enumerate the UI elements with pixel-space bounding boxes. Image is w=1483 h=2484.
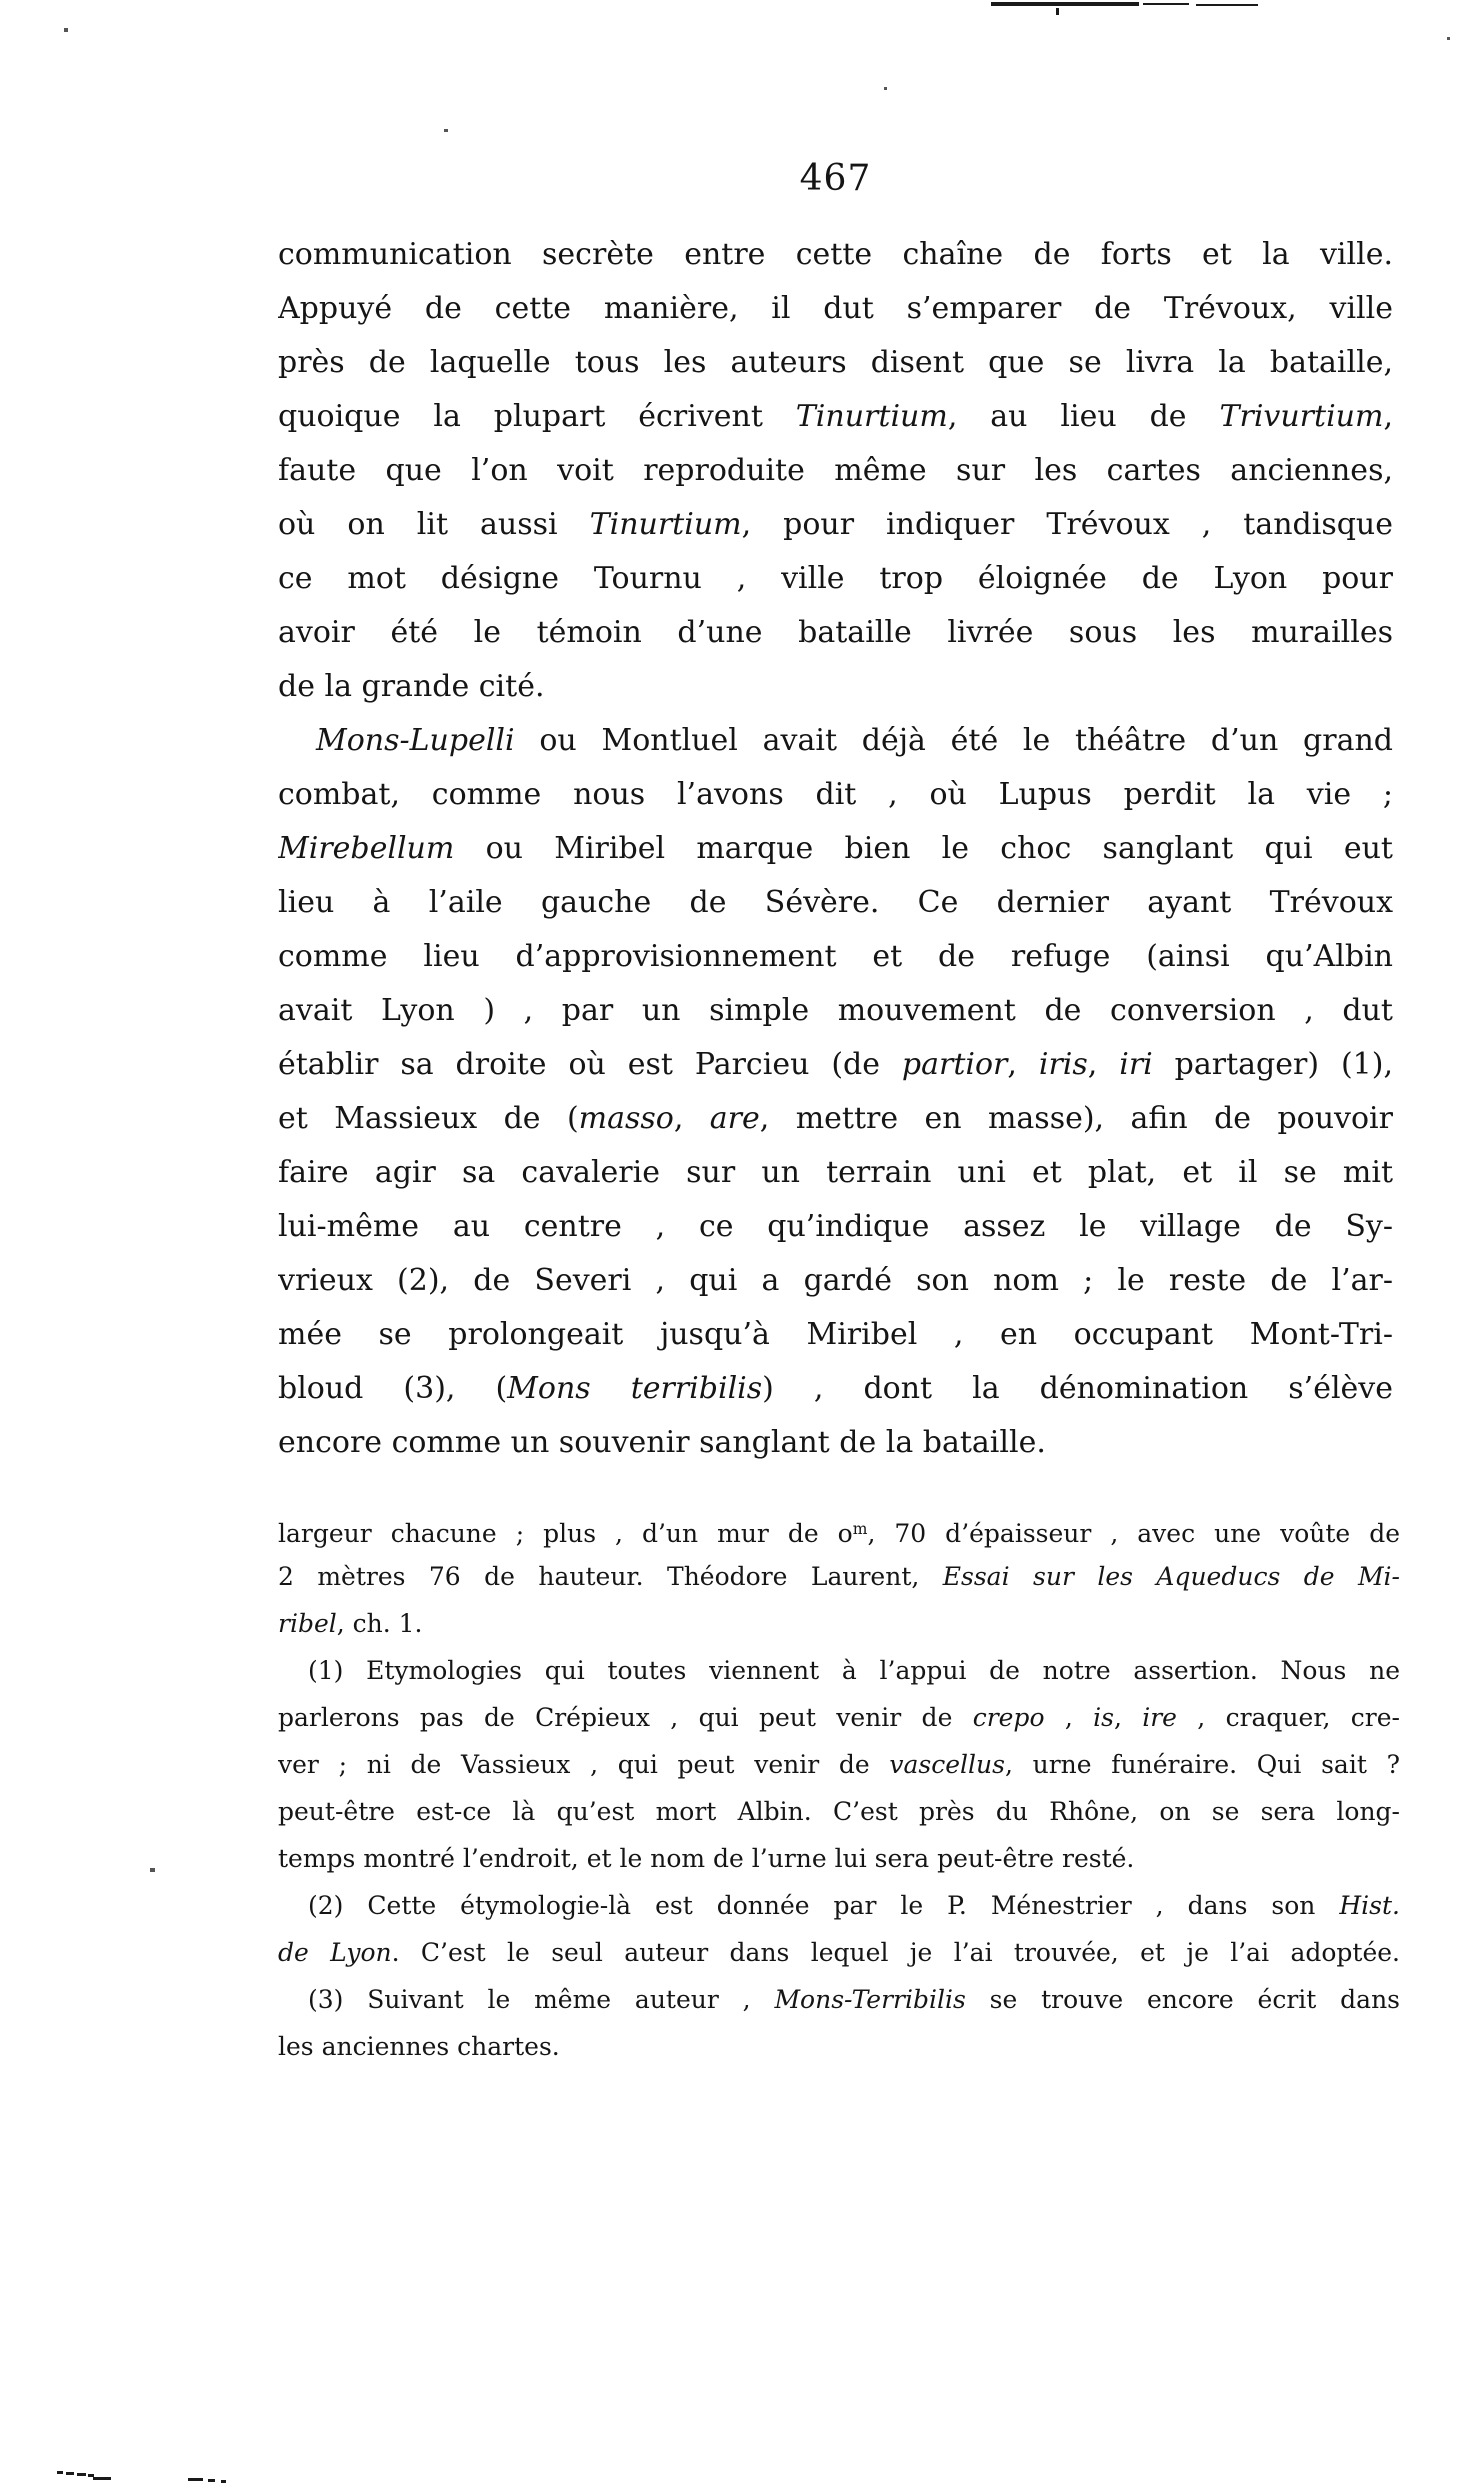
- italic-text: iris: [1038, 1047, 1088, 1082]
- text-segment: quoique la plupart écrivent: [278, 399, 796, 434]
- text-line: [278, 876, 1393, 930]
- text-segment: comme lieu d’approvisionnement et de refuge (ainsi qu’Albin: [278, 939, 1393, 974]
- text-segment: combat, comme nous l’avons dit , où Lupus perdit la vie ;: [278, 777, 1393, 812]
- scan-artifact-bottom-edge: [93, 2477, 111, 2480]
- text-segment: 2 mètres 76 de hauteur. Théodore Laurent,: [278, 1562, 943, 1591]
- ink-speck: [444, 129, 448, 132]
- text-segment: avait Lyon ) , par un simple mouvement de conversion , dut: [278, 993, 1393, 1028]
- text-segment: ce mot désigne Tournu , ville trop éloignée de Lyon pour: [278, 561, 1393, 596]
- scan-artifact-top-edge: [1196, 4, 1258, 6]
- text-segment: faute que l’on voit reproduite même sur les cartes anciennes,: [278, 453, 1393, 488]
- text-line: [278, 1254, 1393, 1308]
- italic-text: Trivurtium: [1219, 399, 1384, 434]
- text-segment: (3) Suivant le même auteur ,: [308, 1985, 775, 2014]
- text-segment: près de laquelle tous les auteurs disent que se livra la bataille,: [278, 345, 1393, 380]
- italic-text: ribel: [278, 1609, 337, 1638]
- text-segment: , pour indiquer Trévoux , tandisque: [741, 507, 1393, 542]
- text-segment: ou Miribel marque bien le choc sanglant qui eut: [454, 831, 1393, 866]
- text-segment: où on lit aussi: [278, 507, 590, 542]
- text-line: [278, 336, 1393, 390]
- text-line: [278, 1882, 1400, 1929]
- text-segment: lieu à l’aile gauche de Sévère. Ce dernier ayant Trévoux: [278, 885, 1393, 920]
- text-segment: communication secrète entre cette chaîne de forts et la ville.: [278, 237, 1393, 272]
- text-line: [278, 1694, 1400, 1741]
- text-segment: , au lieu de: [947, 399, 1220, 434]
- text-segment: partager) (1),: [1152, 1047, 1393, 1082]
- text-line: [278, 714, 1393, 768]
- text-line: [278, 444, 1393, 498]
- text-line: [278, 390, 1393, 444]
- text-line: [278, 1506, 1400, 1553]
- italic-text: ire: [1142, 1703, 1177, 1732]
- text-segment: vrieux (2), de Severi , qui a gardé son nom ; le reste de l’ar-: [278, 1263, 1393, 1298]
- text-segment: ,: [673, 1101, 710, 1136]
- text-segment: , ch. 1.: [336, 1609, 423, 1638]
- text-line: [278, 660, 1393, 714]
- main-text-block: [278, 228, 1393, 1470]
- italic-text: Mons-Lupelli: [316, 723, 515, 758]
- text-line: [278, 1741, 1400, 1788]
- text-segment: établir sa droite où est Parcieu (de: [278, 1047, 902, 1082]
- text-segment: avoir été le témoin d’une bataille livrée sous les murailles: [278, 615, 1393, 650]
- text-segment: temps montré l’endroit, et le nom de l’urne lui sera peut-être resté.: [278, 1844, 1135, 1873]
- text-segment: ,: [1044, 1703, 1094, 1732]
- ink-speck: [1447, 37, 1450, 40]
- italic-text: crepo: [972, 1703, 1045, 1732]
- text-segment: ou Montluel avait déjà été le théâtre d’un grand: [514, 723, 1393, 758]
- text-segment: Appuyé de cette manière, il dut s’emparer de Trévoux, ville: [278, 291, 1393, 326]
- text-segment: , craquer, cre-: [1176, 1703, 1400, 1732]
- text-segment: et Massieux de (: [278, 1101, 579, 1136]
- scan-artifact-top-edge: [991, 2, 1139, 6]
- italic-text: are: [709, 1101, 760, 1136]
- scan-artifact-bottom-edge: [77, 2473, 86, 2476]
- text-line: [278, 1788, 1400, 1835]
- text-line: [278, 1647, 1400, 1694]
- text-segment: encore comme un souvenir sanglant de la bataille.: [278, 1425, 1046, 1460]
- text-segment: largeur chacune ; plus , d’un mur de o: [278, 1518, 853, 1548]
- italic-text: de Lyon: [278, 1938, 392, 1967]
- text-segment: (2) Cette étymologie-là est donnée par le P. Ménestrier , dans son: [308, 1891, 1340, 1920]
- text-segment: , urne funéraire. Qui sait ?: [1004, 1750, 1400, 1779]
- text-segment: ,: [1113, 1703, 1143, 1732]
- italic-text: vascellus: [889, 1750, 1005, 1779]
- text-line: [278, 1092, 1393, 1146]
- scan-artifact-bottom-edge: [221, 2480, 226, 2483]
- scan-artifact-bottom-edge: [188, 2478, 203, 2481]
- text-line: [278, 1308, 1393, 1362]
- text-segment: , mettre en masse), afin de pouvoir: [759, 1101, 1393, 1136]
- italic-text: masso: [578, 1101, 674, 1136]
- scan-artifact-bottom-edge: [208, 2479, 215, 2482]
- text-line: [278, 1976, 1400, 2023]
- italic-text: is: [1093, 1703, 1114, 1732]
- italic-text: Mons-Terribilis: [774, 1985, 966, 2014]
- text-line: [278, 1362, 1393, 1416]
- text-line: [278, 498, 1393, 552]
- text-segment: bloud (3), (: [278, 1371, 508, 1406]
- italic-text: partior: [901, 1047, 1008, 1082]
- text-line: [278, 1600, 1400, 1647]
- scan-artifact-top-edge: [1143, 3, 1189, 5]
- text-line: [278, 1553, 1400, 1600]
- text-line: [278, 1416, 1393, 1470]
- italic-text: Mirebellum: [278, 831, 455, 866]
- text-segment: peut-être est-ce là qu’est mort Albin. C’est près du Rhône, on se sera long-: [278, 1797, 1400, 1826]
- ink-speck: [64, 28, 68, 32]
- scan-artifact-bottom-edge: [66, 2472, 74, 2475]
- scan-artifact-bottom-edge: [57, 2471, 63, 2474]
- scan-artifact-top-edge: [1056, 8, 1059, 15]
- text-segment: les anciennes chartes.: [278, 2032, 560, 2061]
- text-segment: . C’est le seul auteur dans lequel je l’ai trouvée, et je l’ai adoptée.: [391, 1938, 1400, 1967]
- text-segment: parlerons pas de Crépieux , qui peut venir de: [278, 1703, 973, 1732]
- text-segment: faire agir sa cavalerie sur un terrain uni et plat, et il se mit: [278, 1155, 1393, 1190]
- text-segment: mée se prolongeait jusqu’à Miribel , en occupant Mont-Tri-: [278, 1317, 1393, 1352]
- italic-text: Essai sur les Aqueducs de Mi-: [942, 1562, 1400, 1591]
- text-line: [278, 930, 1393, 984]
- italic-text: Hist.: [1339, 1891, 1400, 1920]
- text-segment: de la grande cité.: [278, 669, 545, 704]
- footnotes-block: [278, 1506, 1400, 2070]
- text-line: [278, 1146, 1393, 1200]
- text-segment: (1) Etymologies qui toutes viennent à l’appui de notre assertion. Nous ne: [308, 1656, 1400, 1685]
- text-line: [278, 2023, 1400, 2070]
- text-line: [278, 1929, 1400, 1976]
- text-segment: , 70 d’épaisseur , avec une voûte de: [867, 1518, 1400, 1548]
- text-segment: ) , dont la dénomination s’élève: [762, 1371, 1393, 1406]
- superscript-text: m: [852, 1520, 868, 1538]
- text-line: [278, 822, 1393, 876]
- ink-speck: [884, 87, 887, 90]
- text-line: [278, 228, 1393, 282]
- text-line: [278, 768, 1393, 822]
- text-line: [278, 1835, 1400, 1882]
- text-segment: ,: [1087, 1047, 1120, 1082]
- text-line: [278, 1200, 1393, 1254]
- text-segment: lui-même au centre , ce qu’indique assez le village de Sy-: [278, 1209, 1393, 1244]
- text-line: [278, 984, 1393, 1038]
- text-segment: ,: [1007, 1047, 1039, 1082]
- text-segment: ,: [1383, 399, 1393, 434]
- italic-text: Mons terribilis: [507, 1371, 763, 1406]
- text-line: [278, 1038, 1393, 1092]
- text-line: [278, 606, 1393, 660]
- ink-speck: [150, 1868, 155, 1872]
- italic-text: Tinurtium: [795, 399, 948, 434]
- text-line: [278, 552, 1393, 606]
- italic-text: iri: [1119, 1047, 1153, 1082]
- page-number: 467: [799, 158, 872, 199]
- text-line: [278, 282, 1393, 336]
- text-segment: ver ; ni de Vassieux , qui peut venir de: [278, 1750, 890, 1779]
- italic-text: Tinurtium: [589, 507, 742, 542]
- text-segment: se trouve encore écrit dans: [965, 1985, 1400, 2014]
